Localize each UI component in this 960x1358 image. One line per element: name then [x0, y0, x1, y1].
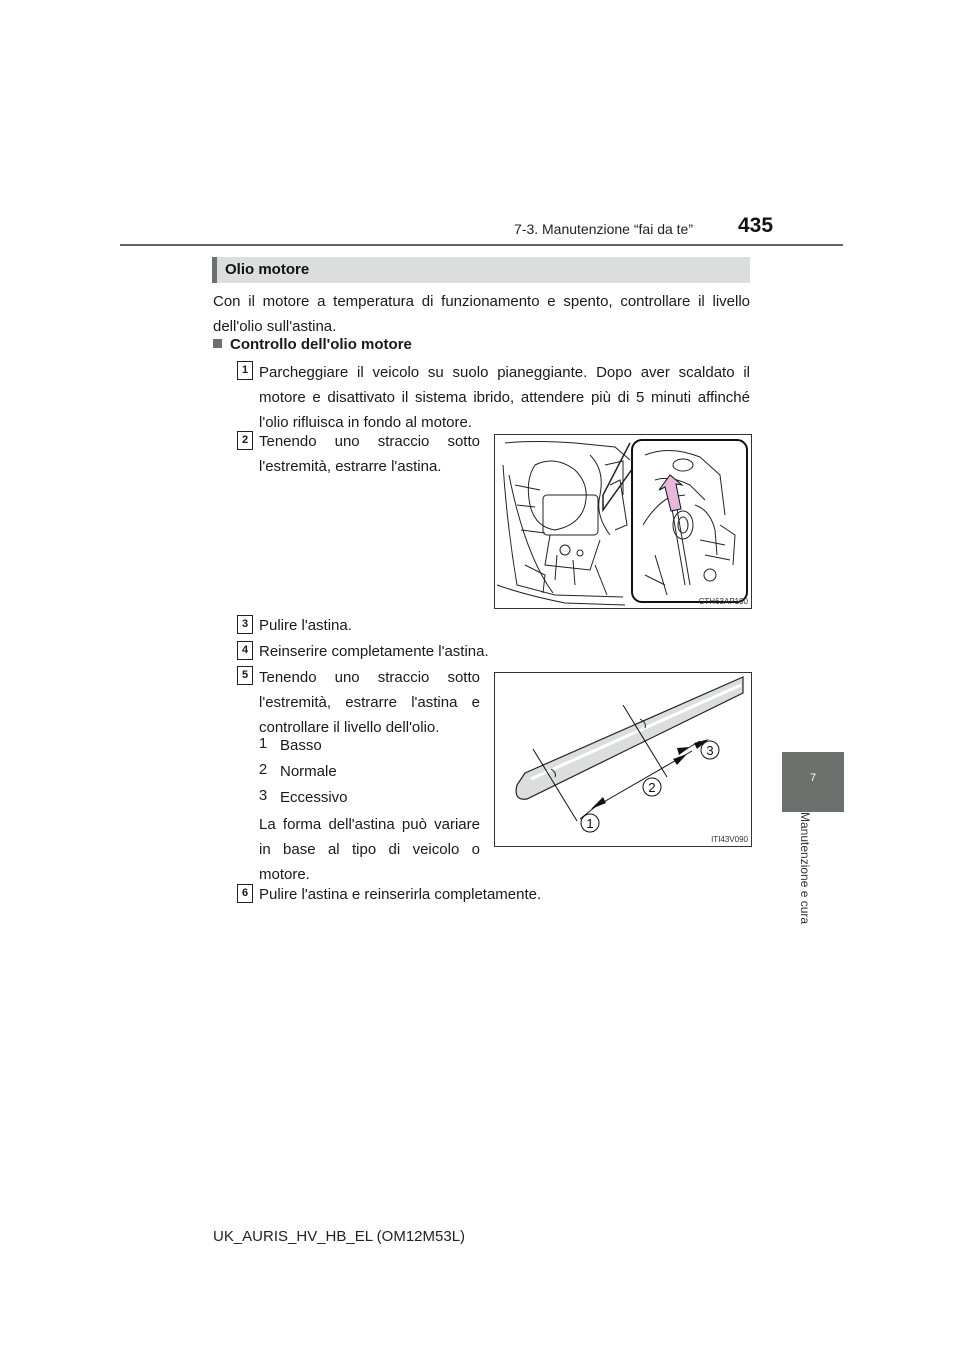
section-bar-accent	[212, 257, 217, 283]
step-number-5: 5	[237, 666, 253, 685]
dipstick-figure-code: ITI43V090	[711, 835, 748, 844]
step-5-text: Tenendo uno straccio sotto l'estremità, estrarre l'astina e controllare il livello dell'olio.	[259, 669, 480, 736]
page-number: 435	[738, 214, 774, 237]
callout-2: 2	[648, 780, 656, 795]
level-number-3: 3	[258, 787, 268, 804]
chapter-tab: 7	[782, 752, 844, 812]
engine-dipstick-figure	[494, 434, 752, 609]
callout-1: 1	[586, 816, 594, 831]
step-number-3: 3	[237, 615, 253, 634]
step-number-6: 6	[237, 884, 253, 903]
step-6-text: Pulire l'astina e reinserirla completamente.	[259, 886, 542, 903]
footer-model-code: UK_AURIS_HV_HB_EL (OM12M53L)	[213, 1228, 466, 1245]
header-rule	[120, 244, 843, 246]
level-label-low: Basso	[280, 737, 322, 754]
section-title: Olio motore	[225, 261, 310, 278]
section-title-bar	[212, 257, 750, 283]
step-number-2: 2	[237, 431, 253, 450]
subheading-text: Controllo dell'olio motore	[230, 336, 412, 353]
callout-3: 3	[706, 743, 714, 758]
level-number-1: 1	[258, 735, 268, 752]
intro-paragraph: Con il motore a temperatura di funzionamento e spento, controllare il livello dell'olio sull'astina.	[213, 293, 750, 335]
dipstick-shape-note: La forma dell'astina può variare in base al tipo di veicolo o motore.	[259, 816, 480, 883]
step-2-text: Tenendo uno straccio sotto l'estremità, estrarre l'astina.	[259, 433, 480, 475]
dipstick-level-figure	[494, 672, 752, 847]
level-label-excessive: Eccessivo	[280, 789, 348, 806]
engine-bay-illustration	[495, 435, 751, 608]
step-number-1: 1	[237, 361, 253, 380]
step-number-4: 4	[237, 641, 253, 660]
step-4-text: Reinserire completamente l'astina.	[259, 643, 489, 660]
step-1-text: Parcheggiare il veicolo su suolo pianeggiante. Dopo aver scaldato il motore e disattivato il sistema ibrido, attendere più di 5 minuti affinché l'olio rifluisca in fondo al motore.	[259, 364, 750, 431]
level-label-normal: Normale	[280, 763, 337, 780]
square-bullet-icon	[213, 339, 222, 348]
subheading	[213, 336, 412, 353]
engine-figure-code: CTH63AP190	[698, 597, 748, 606]
header-section-title: 7-3. Manutenzione “fai da te”	[514, 221, 693, 237]
dipstick-illustration	[495, 673, 751, 846]
chapter-tab-label: Manutenzione e cura	[798, 812, 812, 925]
level-number-2: 2	[258, 761, 268, 778]
step-3-text: Pulire l'astina.	[259, 617, 352, 634]
